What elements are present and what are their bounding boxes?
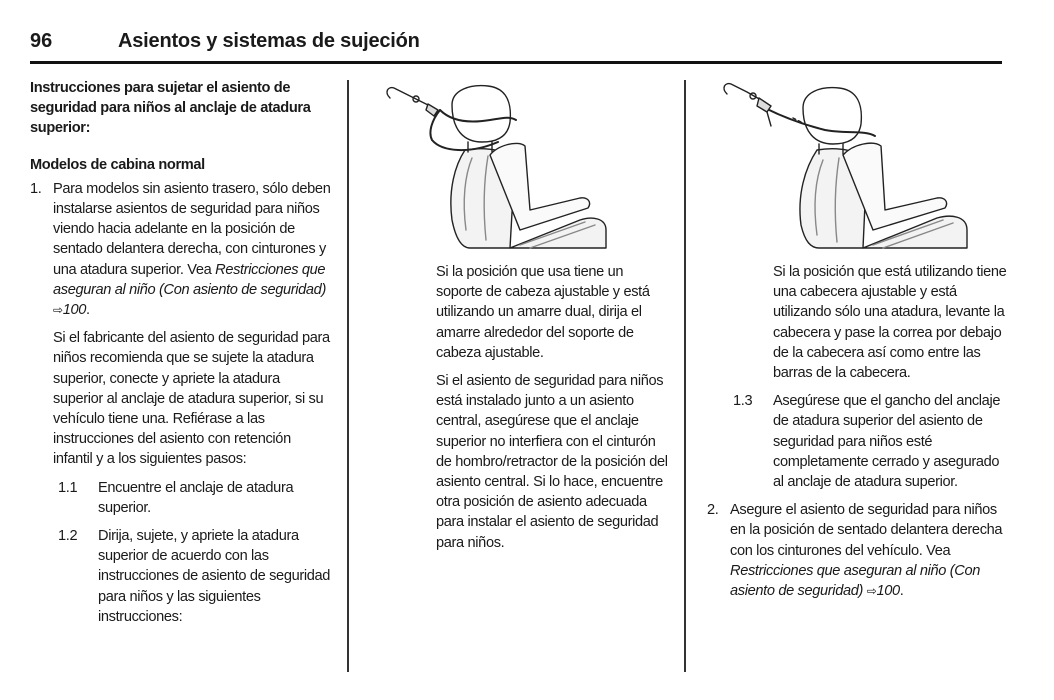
column-divider-left (347, 80, 349, 672)
list-item-1 (30, 179, 332, 320)
center-seat-paragraph: Si el asiento de seguridad para niños está instalado junto a un asiento central, asegúrese que el anclaje superior no interfiera con el cinturón de hombro/retractor de la posición del asiento central. Si lo hace, encuentre otra posición de asiento adecuada para instalar el asiento de seguridad para niños. (436, 373, 668, 551)
list-number: 2. (707, 502, 719, 519)
item2-reference-link[interactable]: Restricciones que aseguran al niño (Con asiento de seguridad) (730, 562, 980, 600)
header-rule (30, 61, 1002, 64)
anchor-hook (387, 88, 430, 106)
adjustable-headrest-paragraph: Si la posición que usa tiene un soporte de cabeza ajustable y está utilizando un amarre dual, dirija el amarre alrededor del soporte de cabeza ajustable. (436, 264, 650, 361)
step-number: 1.3 (733, 393, 753, 410)
item1-reference-link[interactable]: Restricciones que aseguran al niño (Con asiento de seguridad) (53, 261, 326, 298)
item2-period: . (899, 583, 904, 600)
page-reference-arrow-icon: ⇨ (53, 303, 63, 318)
list-item-2 (707, 500, 1007, 601)
headrest (452, 86, 510, 142)
step-1-1 (30, 478, 332, 518)
page-header (30, 30, 1002, 60)
step-1-2 (30, 526, 332, 627)
step-text: Asegúrese que el gancho del anclaje de atadura superior del asiento de seguridad para niños esté completamente cerrado y asegurado al anclaje de atadura superior. (773, 393, 1001, 491)
middle-column (436, 262, 668, 553)
headrest (803, 88, 861, 144)
column-divider-right (684, 80, 686, 672)
list-number: 1. (30, 180, 42, 197)
models-subheading: Modelos de cabina normal (30, 156, 205, 173)
left-column (30, 78, 332, 627)
single-tether-paragraph: Si la posición que está utilizando tiene una cabecera ajustable y está utilizando sólo una atadura, levante la cabecera y pase la correa por debajo de la cabecera así como entre las barras de la cabecera. (773, 264, 1007, 382)
page-reference-arrow-icon: ⇨ (866, 584, 877, 599)
item1-text: Para modelos sin asiento trasero, sólo deben instalarse asientos de seguridad para niños viendo hacia adelante en la posición de sentado delantera derecha, con cinturones y una atadura superior. Vea (53, 180, 331, 278)
step-1-3 (707, 391, 1007, 492)
step-text: Encuentre el anclaje de atadura superior. (98, 479, 294, 516)
step-number: 1.2 (58, 528, 78, 545)
section-title: Asientos y sistemas de sujeción (118, 30, 420, 52)
item1-period: . (86, 302, 90, 319)
item2-text: Asegure el asiento de seguridad para niños en la posición de sentado delantera derecha con los cinturones del vehículo. Vea (730, 502, 1003, 559)
right-column (707, 262, 1007, 601)
item2-page-ref[interactable]: 100 (876, 583, 900, 600)
step-text: Dirija, sujete, y apriete la atadura superior de acuerdo con las instrucciones de asiento de seguridad para niños y las siguientes instrucciones: (98, 528, 331, 625)
item1-page-ref[interactable]: 100 (62, 302, 87, 319)
step-number: 1.1 (58, 479, 78, 496)
page-number: 96 (30, 30, 53, 52)
instructions-heading: Instrucciones para sujetar el asiento de seguridad para niños al anclaje de atadura superior: (30, 80, 311, 137)
single-tether-headrest-illustration (705, 80, 995, 255)
dual-tether-headrest-illustration (370, 80, 640, 255)
item1-paragraph-2: Si el fabricante del asiento de seguridad para niños recomienda que se sujete la atadura superior, conecte y apriete la atadura superior al anclaje de atadura superior, si su vehículo tiene una. Refiérase a las instrucciones del asiento con retención infantil y a los siguientes pasos: (53, 330, 330, 468)
